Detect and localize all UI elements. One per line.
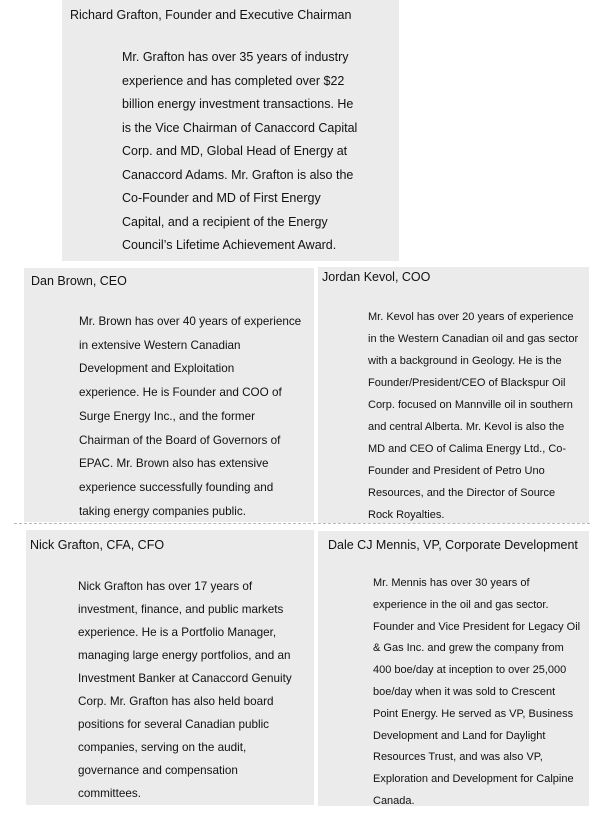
person-bio: Mr. Kevol has over 20 years of experience in the Western Canadian oil and gas sector with a background in Geology. He is the Founder/President/CEO of Blackspur Oil Corp. focused on Mannville oil in southern and central Alberta. Mr. Kevol is also the MD and CEO of Calima Energy Ltd., Co- Founder and President of Petro Uno Resources, and the Director of Source Rock Royalties. <box>368 311 579 521</box>
bio-card-dan-brown <box>24 268 314 522</box>
section-divider <box>14 523 590 524</box>
person-name: Dale CJ Mennis, VP, Corporate Development <box>328 538 578 552</box>
person-name: Jordan Kevol, COO <box>322 270 431 284</box>
bio-card-dale-mennis <box>318 531 589 806</box>
bio-card-richard-grafton <box>62 0 399 261</box>
person-name: Richard Grafton, Founder and Executive Chairman <box>70 8 352 22</box>
person-bio: Nick Grafton has over 17 years of investment, finance, and public markets experience. He is a Portfolio Manager, managing large energy portfolios, and an Investment Banker at Canaccord Genuity Corp. Mr. Grafton has also held board positions for several Canadian public companies, serving on the audit, governance and compensation committees. <box>78 580 292 800</box>
person-name: Nick Grafton, CFA, CFO <box>30 538 165 552</box>
person-bio: Mr. Mennis has over 30 years of experience in the oil and gas sector. Founder and Vice President for Legacy Oil & Gas Inc. and grew the company from 400 boe/day at inception to over 25,000 boe/day when it was sold to Crescent Point Energy. He served as VP, Business Development and Land for Daylight Resources Trust, and was also VP, Exploration and Development for Calpine Canada. <box>373 577 581 807</box>
person-bio: Mr. Brown has over 40 years of experience in extensive Western Canadian Development and Exploitation experience. He is Founder and COO of Surge Energy Inc., and the former Chairman of the Board of Governors of EPAC. Mr. Brown also has extensive experience successfully founding and taking energy companies public. <box>79 315 302 518</box>
person-bio: Mr. Grafton has over 35 years of industry experience and has completed over $22 billion energy investment transactions. He is the Vice Chairman of Canaccord Capital Corp. and MD, Global Head of Energy at Canaccord Adams. Mr. Grafton is also the Co-Founder and MD of First Energy Capital, and a recipient of the Energy Council’s Lifetime Achievement Award. <box>122 50 358 252</box>
bio-card-jordan-kevol <box>318 267 589 523</box>
person-name: Dan Brown, CEO <box>31 274 127 288</box>
bio-card-nick-grafton <box>26 530 314 805</box>
